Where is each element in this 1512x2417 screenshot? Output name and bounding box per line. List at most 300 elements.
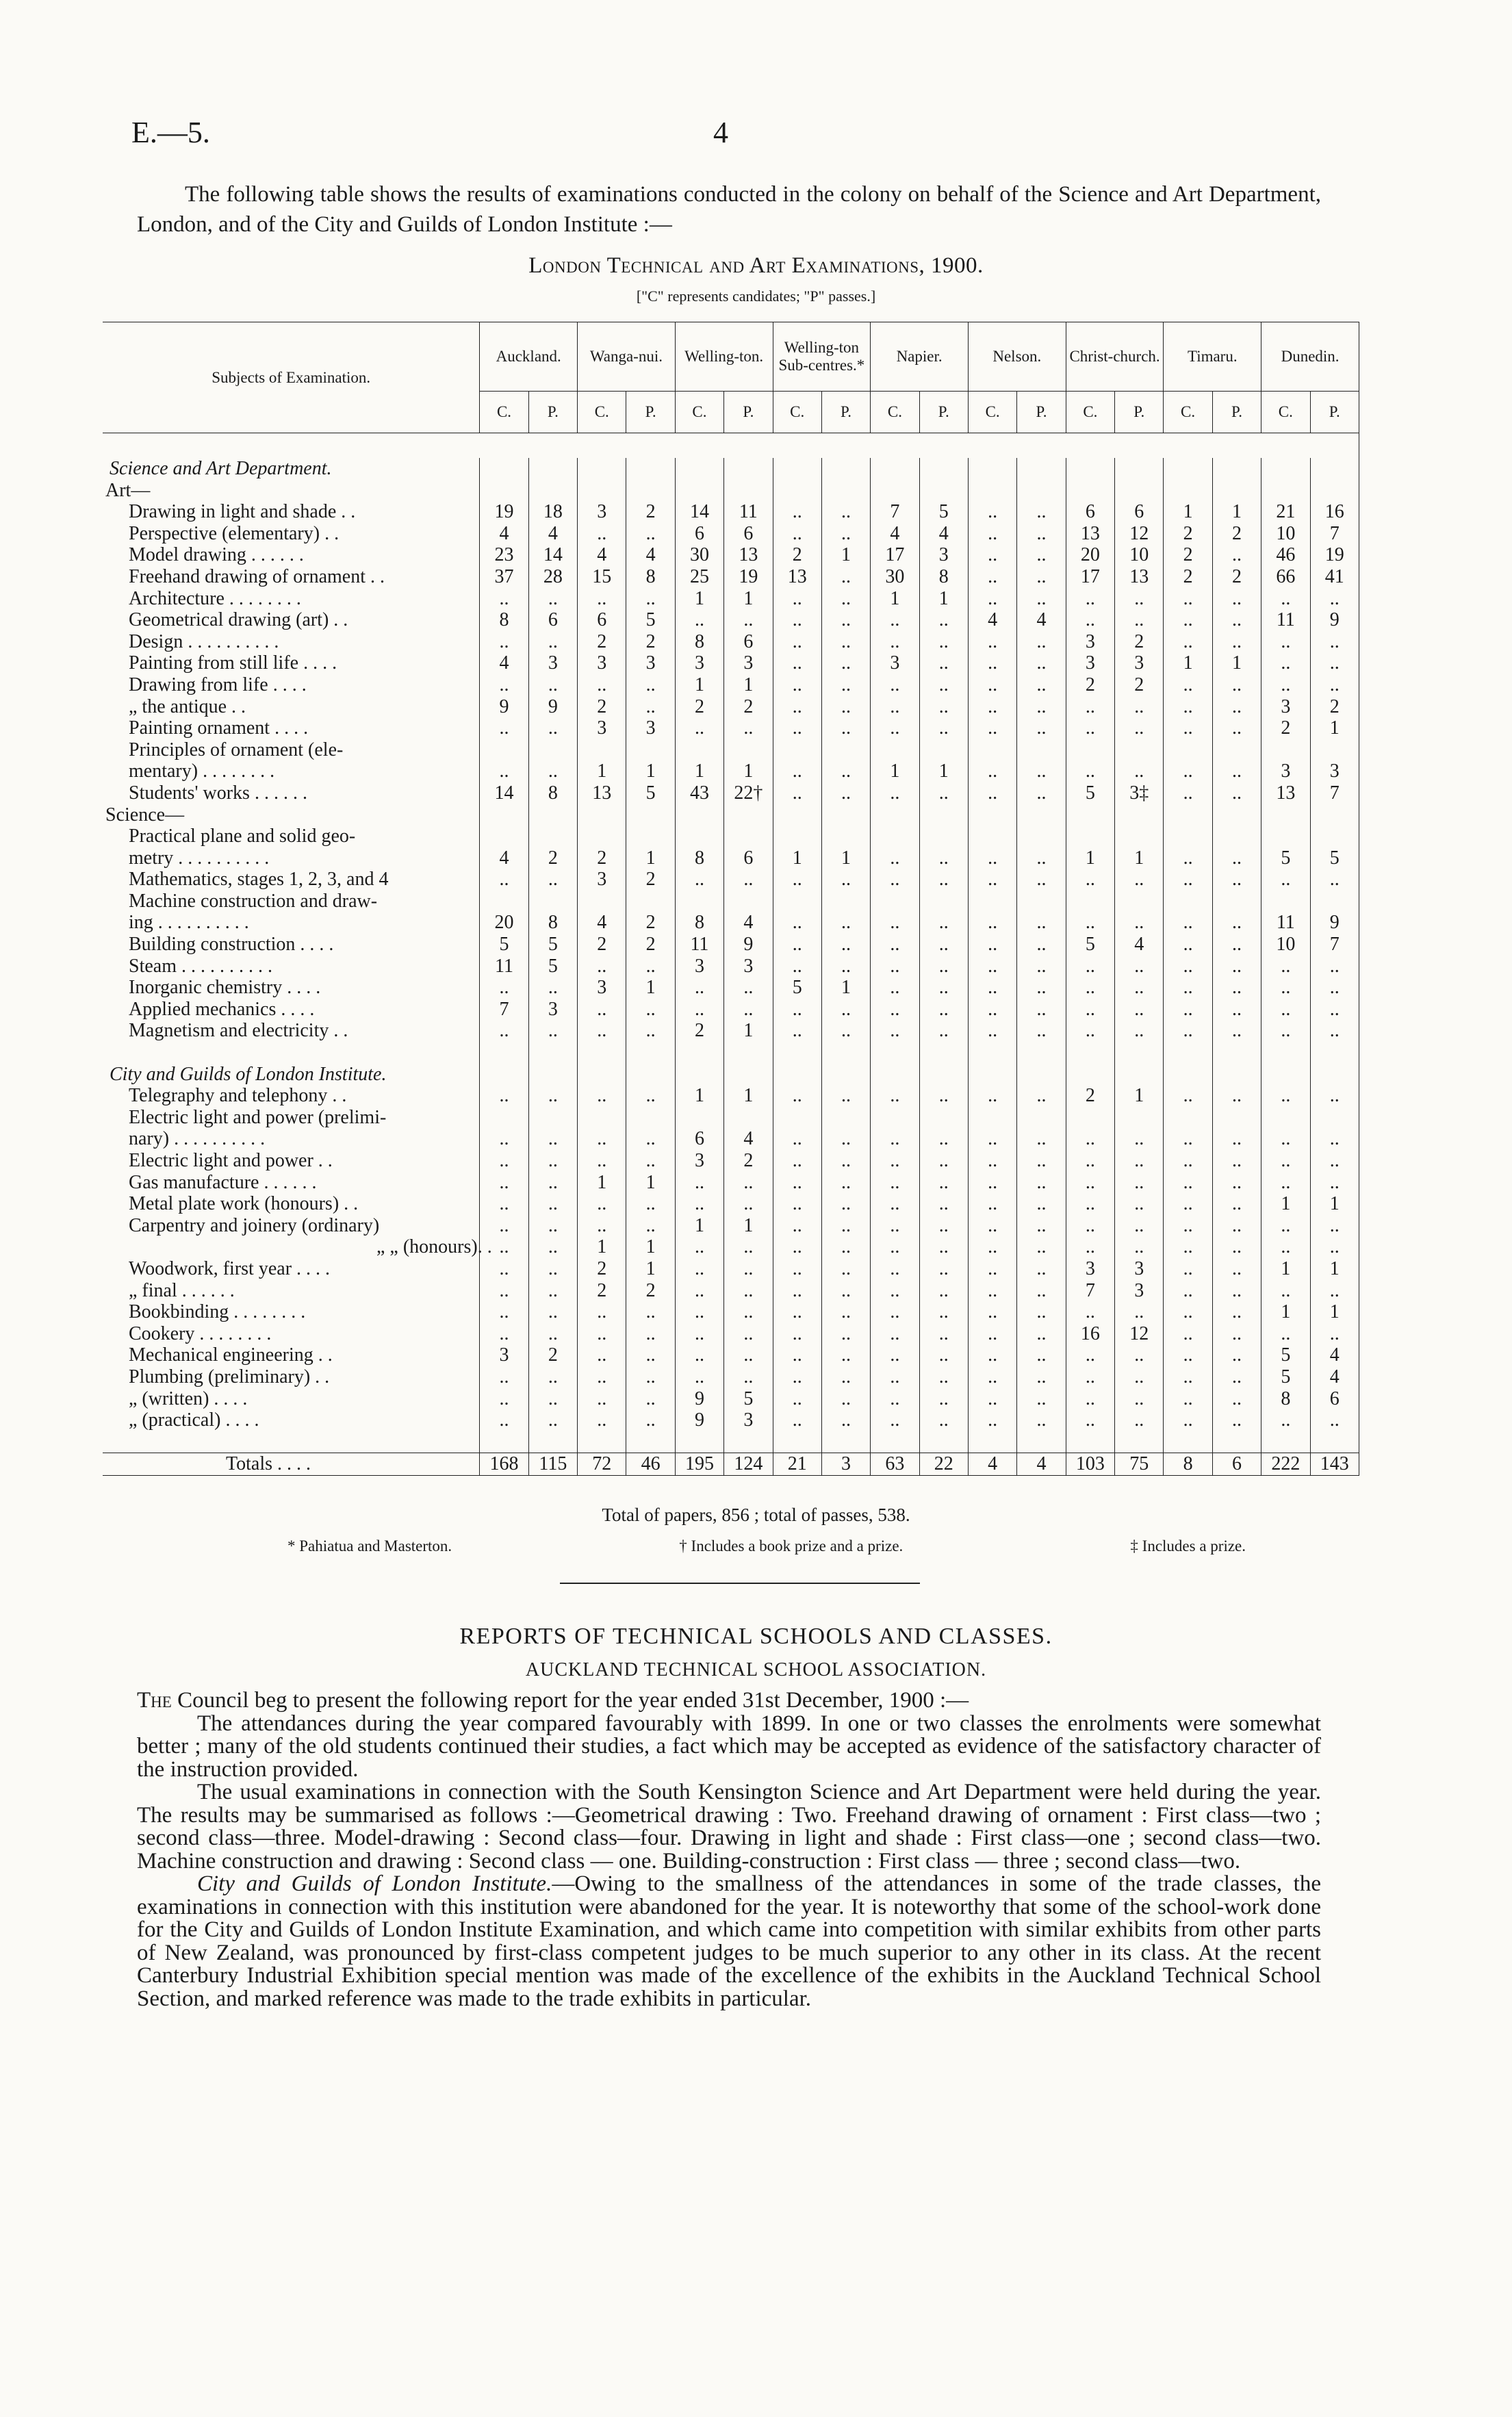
candidates-cell: .. <box>968 523 1016 545</box>
passes-cell: .. <box>1310 631 1359 653</box>
candidates-cell: 13 <box>578 782 626 804</box>
candidates-cell: .. <box>578 1020 626 1042</box>
passes-cell: .. <box>821 1388 870 1410</box>
paragraph-text: —Owing to the smallness of the attendances in some of the trade classes, the examinations in connection with this institution were abandoned for the year. It is noteworthy that some of the school-work done for the City and Guilds of London Institute Examination, and which came into competition with similar exhibits from other parts of New Zealand, was pronounced by first-class competent judges to be much superior to any other in its class. At the recent Canterbury Industrial Exhibition special mention was made of the excellence of the exhibits in the Auckland Technical School Section, and marked reference was made to the trade exhibits in particular. <box>137 1871 1321 2011</box>
candidates-cell: 3 <box>578 652 626 674</box>
candidates-cell: .. <box>480 1128 528 1150</box>
candidates-cell <box>968 1042 1016 1064</box>
candidates-cell: .. <box>578 1215 626 1237</box>
candidates-cell: .. <box>480 869 528 891</box>
passes-cell: .. <box>919 674 968 696</box>
passes-cell: 2 <box>1212 566 1261 588</box>
passes-cell: .. <box>724 999 773 1021</box>
page-reference: E.—5. <box>131 116 210 149</box>
passes-cell: 2 <box>626 501 675 523</box>
passes-cell: 19 <box>1310 544 1359 566</box>
candidates-cell: .. <box>480 1388 528 1410</box>
passes-cell: 2 <box>626 912 675 934</box>
passes-cell: 3 <box>1115 652 1164 674</box>
candidates-cell: .. <box>773 999 821 1021</box>
candidates-cell: .. <box>480 674 528 696</box>
passes-cell: .. <box>1017 869 1066 891</box>
candidates-cell: .. <box>1164 1172 1212 1194</box>
candidates-header: C. <box>871 392 919 433</box>
subject-cell: Design . . . . . . . . . . <box>103 631 480 653</box>
candidates-cell: .. <box>968 782 1016 804</box>
candidates-cell: .. <box>773 782 821 804</box>
candidates-cell <box>871 804 919 826</box>
candidates-cell: .. <box>968 1301 1016 1323</box>
candidates-cell: 103 <box>1066 1453 1114 1476</box>
table-row <box>103 934 1359 956</box>
passes-cell <box>724 458 773 480</box>
subject-cell: Painting from still life . . . . <box>103 652 480 674</box>
candidates-cell: 72 <box>578 1453 626 1476</box>
passes-cell: .. <box>1212 1085 1261 1107</box>
passes-cell: 3 <box>1310 760 1359 782</box>
passes-cell <box>1310 891 1359 912</box>
table-row <box>103 674 1359 696</box>
passes-cell <box>724 1042 773 1064</box>
passes-cell: 2 <box>724 1150 773 1172</box>
centre-header: Christ-church. <box>1066 322 1164 392</box>
candidates-cell: .. <box>1261 1150 1310 1172</box>
passes-cell: .. <box>1017 1150 1066 1172</box>
candidates-cell: .. <box>1164 1280 1212 1302</box>
candidates-header: C. <box>968 392 1016 433</box>
passes-cell: .. <box>626 1085 675 1107</box>
candidates-cell: 21 <box>773 1453 821 1476</box>
candidates-cell: 3 <box>1261 696 1310 718</box>
candidates-cell <box>1164 1431 1212 1453</box>
passes-cell: .. <box>528 1236 577 1258</box>
candidates-cell: .. <box>773 1258 821 1280</box>
subject-cell: Telegraphy and telephony . . <box>103 1085 480 1107</box>
candidates-header: C. <box>578 392 626 433</box>
passes-cell <box>1212 1064 1261 1086</box>
passes-cell: .. <box>626 674 675 696</box>
candidates-cell: .. <box>578 523 626 545</box>
candidates-cell: .. <box>1066 1020 1114 1042</box>
candidates-cell: .. <box>1066 588 1114 610</box>
passes-cell: .. <box>821 1236 870 1258</box>
candidates-cell: .. <box>871 1193 919 1215</box>
candidates-cell: .. <box>1164 1409 1212 1431</box>
candidates-cell: 8 <box>675 912 723 934</box>
candidates-cell: 1 <box>675 674 723 696</box>
candidates-cell: .. <box>773 1020 821 1042</box>
candidates-cell: .. <box>480 1258 528 1280</box>
page-number: 4 <box>713 116 728 149</box>
candidates-cell: .. <box>1164 696 1212 718</box>
report-paragraph-1 <box>137 1689 1321 1713</box>
table-row <box>103 696 1359 718</box>
passes-cell <box>1115 1064 1164 1086</box>
table-row <box>103 1301 1359 1323</box>
candidates-cell: .. <box>773 674 821 696</box>
passes-cell <box>821 480 870 502</box>
candidates-cell: .. <box>1261 1172 1310 1194</box>
candidates-cell: 10 <box>1261 523 1310 545</box>
candidates-cell: .. <box>1066 912 1114 934</box>
candidates-cell: 4 <box>480 652 528 674</box>
candidates-cell: .. <box>1164 1150 1212 1172</box>
candidates-cell <box>1164 1042 1212 1064</box>
table-note: ["C" represents candidates; "P" passes.] <box>636 287 876 305</box>
candidates-cell: .. <box>1164 934 1212 956</box>
candidates-cell <box>480 1064 528 1086</box>
passes-cell: .. <box>1310 1172 1359 1194</box>
candidates-cell: 1 <box>1066 847 1114 869</box>
passes-cell <box>1017 739 1066 761</box>
subject-cell: Science— <box>103 804 480 826</box>
passes-cell: .. <box>919 1344 968 1366</box>
candidates-cell <box>871 891 919 912</box>
candidates-cell: 11 <box>675 934 723 956</box>
subject-cell: Drawing in light and shade . . <box>103 501 480 523</box>
candidates-cell: 3 <box>675 1150 723 1172</box>
candidates-cell: 8 <box>1164 1453 1212 1476</box>
candidates-cell: .. <box>1164 956 1212 977</box>
passes-cell: .. <box>1310 977 1359 999</box>
passes-cell <box>821 1431 870 1453</box>
candidates-cell: .. <box>1164 1301 1212 1323</box>
candidates-cell: .. <box>968 652 1016 674</box>
passes-cell: .. <box>1310 1150 1359 1172</box>
candidates-cell: .. <box>968 588 1016 610</box>
passes-cell: .. <box>528 760 577 782</box>
passes-cell: .. <box>1115 1172 1164 1194</box>
candidates-cell: 13 <box>1066 523 1114 545</box>
candidates-cell <box>1261 1107 1310 1129</box>
candidates-header: C. <box>1164 392 1212 433</box>
candidates-cell <box>1164 826 1212 847</box>
passes-cell: .. <box>919 977 968 999</box>
candidates-cell <box>773 891 821 912</box>
candidates-cell <box>675 891 723 912</box>
passes-cell: .. <box>821 956 870 977</box>
candidates-cell: .. <box>773 1344 821 1366</box>
candidates-cell: 10 <box>1261 934 1310 956</box>
passes-cell: 1 <box>626 977 675 999</box>
passes-cell: .. <box>821 696 870 718</box>
passes-cell <box>821 458 870 480</box>
candidates-cell: .. <box>1066 869 1114 891</box>
footnotes <box>287 1537 1246 1555</box>
passes-cell: .. <box>724 1236 773 1258</box>
passes-cell: .. <box>626 1344 675 1366</box>
passes-cell: .. <box>919 956 968 977</box>
candidates-cell: .. <box>871 1323 919 1345</box>
candidates-cell: 195 <box>675 1453 723 1476</box>
passes-cell: .. <box>724 1258 773 1280</box>
passes-cell: 2 <box>626 934 675 956</box>
passes-cell: .. <box>1017 696 1066 718</box>
candidates-cell <box>480 1431 528 1453</box>
candidates-cell: .. <box>675 869 723 891</box>
passes-cell: 5 <box>919 501 968 523</box>
candidates-cell: .. <box>968 1409 1016 1431</box>
subject-cell: Magnetism and electricity . . <box>103 1020 480 1042</box>
passes-cell: 5 <box>528 956 577 977</box>
passes-cell: .. <box>1212 977 1261 999</box>
subjects-header: Subjects of Examination. <box>103 322 480 433</box>
passes-cell: 2 <box>626 869 675 891</box>
candidates-cell: .. <box>1164 760 1212 782</box>
passes-cell <box>1017 826 1066 847</box>
candidates-cell: 6 <box>675 1128 723 1150</box>
passes-cell: .. <box>1017 1388 1066 1410</box>
passes-cell <box>821 1107 870 1129</box>
candidates-cell <box>1066 1042 1114 1064</box>
passes-cell: .. <box>528 1409 577 1431</box>
passes-cell <box>919 458 968 480</box>
candidates-cell: .. <box>480 1150 528 1172</box>
passes-cell: .. <box>821 1020 870 1042</box>
passes-cell <box>528 480 577 502</box>
candidates-cell: .. <box>675 1193 723 1215</box>
passes-cell: .. <box>626 1366 675 1388</box>
passes-cell: .. <box>919 912 968 934</box>
candidates-cell: .. <box>1066 956 1114 977</box>
candidates-cell: .. <box>773 588 821 610</box>
passes-cell: .. <box>1310 674 1359 696</box>
table-row <box>103 912 1359 934</box>
candidates-cell <box>1066 480 1114 502</box>
candidates-cell: .. <box>578 1323 626 1345</box>
passes-cell: .. <box>1115 977 1164 999</box>
passes-cell: .. <box>1310 999 1359 1021</box>
subject-cell: Woodwork, first year . . . . <box>103 1258 480 1280</box>
passes-cell <box>1310 458 1359 480</box>
candidates-cell <box>773 1042 821 1064</box>
candidates-cell: 14 <box>480 782 528 804</box>
passes-cell: 1 <box>1310 1193 1359 1215</box>
subject-cell: Applied mechanics . . . . <box>103 999 480 1021</box>
candidates-cell: .. <box>675 1172 723 1194</box>
candidates-cell: 2 <box>1164 544 1212 566</box>
subject-cell: Freehand drawing of ornament . . <box>103 566 480 588</box>
candidates-cell: .. <box>871 696 919 718</box>
subject-cell: ing . . . . . . . . . . <box>103 912 480 934</box>
candidates-cell: .. <box>480 1280 528 1302</box>
candidates-cell <box>675 1042 723 1064</box>
passes-cell: .. <box>528 1172 577 1194</box>
candidates-cell: .. <box>773 1323 821 1345</box>
candidates-cell: 4 <box>968 1453 1016 1476</box>
candidates-cell: .. <box>675 999 723 1021</box>
passes-cell <box>1212 804 1261 826</box>
candidates-cell: .. <box>675 977 723 999</box>
passes-cell: .. <box>528 1193 577 1215</box>
passes-cell: .. <box>1212 1128 1261 1150</box>
candidates-cell: .. <box>1261 956 1310 977</box>
candidates-cell: .. <box>675 1258 723 1280</box>
passes-cell: .. <box>821 588 870 610</box>
passes-cell <box>626 1107 675 1129</box>
candidates-cell: .. <box>675 609 723 631</box>
candidates-cell: .. <box>871 1215 919 1237</box>
candidates-cell: .. <box>968 934 1016 956</box>
passes-cell: 1 <box>626 1172 675 1194</box>
passes-cell <box>1017 1042 1066 1064</box>
table-row <box>103 523 1359 545</box>
paragraph-text: Council beg to present the following report for the year ended 31st December, 1900 :— <box>177 1688 969 1713</box>
candidates-cell: .. <box>968 1366 1016 1388</box>
passes-cell: .. <box>1017 999 1066 1021</box>
candidates-cell: 2 <box>675 1020 723 1042</box>
table-row <box>103 826 1359 847</box>
passes-cell: 1 <box>724 1020 773 1042</box>
passes-cell: 3 <box>1115 1280 1164 1302</box>
candidates-cell: .. <box>968 717 1016 739</box>
candidates-cell: .. <box>871 1258 919 1280</box>
subject-cell: „ the antique . . <box>103 696 480 718</box>
subject-cell: Perspective (elementary) . . <box>103 523 480 545</box>
candidates-cell: 168 <box>480 1453 528 1476</box>
passes-cell: .. <box>919 1150 968 1172</box>
candidates-cell <box>578 1064 626 1086</box>
passes-cell: .. <box>1017 631 1066 653</box>
candidates-cell <box>578 480 626 502</box>
candidates-cell: 2 <box>578 847 626 869</box>
candidates-cell: .. <box>773 1301 821 1323</box>
passes-cell: 3 <box>724 652 773 674</box>
candidates-cell: .. <box>773 609 821 631</box>
passes-cell: .. <box>1212 934 1261 956</box>
passes-cell: 7 <box>1310 782 1359 804</box>
candidates-cell <box>675 826 723 847</box>
candidates-cell: .. <box>1261 1409 1310 1431</box>
passes-cell: .. <box>821 1150 870 1172</box>
passes-cell: .. <box>1310 956 1359 977</box>
passes-cell: 1 <box>1310 717 1359 739</box>
subject-cell: Painting ornament . . . . <box>103 717 480 739</box>
candidates-cell: .. <box>480 1172 528 1194</box>
subject-cell <box>103 1431 480 1453</box>
passes-cell: .. <box>528 1150 577 1172</box>
candidates-cell: .. <box>1261 1020 1310 1042</box>
passes-cell: .. <box>821 1409 870 1431</box>
passes-cell <box>1212 1107 1261 1129</box>
passes-cell: 4 <box>1310 1344 1359 1366</box>
passes-cell: .. <box>821 501 870 523</box>
candidates-cell: .. <box>480 977 528 999</box>
candidates-cell: .. <box>1066 1409 1114 1431</box>
candidates-cell <box>1164 1107 1212 1129</box>
passes-cell: 3 <box>626 717 675 739</box>
candidates-cell: 3 <box>578 717 626 739</box>
candidates-cell <box>480 1107 528 1129</box>
candidates-cell: 37 <box>480 566 528 588</box>
table-row <box>103 501 1359 523</box>
candidates-cell: 3 <box>578 869 626 891</box>
passes-cell: .. <box>1212 912 1261 934</box>
passes-cell <box>626 458 675 480</box>
passes-cell: .. <box>626 523 675 545</box>
centre-header: Timaru. <box>1164 322 1261 392</box>
candidates-cell: .. <box>773 1172 821 1194</box>
candidates-cell: 4 <box>480 847 528 869</box>
passes-cell: .. <box>1310 1215 1359 1237</box>
footnote-double-dagger: ‡ Includes a prize. <box>1130 1537 1246 1555</box>
candidates-cell: 3 <box>1066 652 1114 674</box>
passes-cell: .. <box>626 1193 675 1215</box>
candidates-cell: .. <box>773 956 821 977</box>
passes-cell: .. <box>724 977 773 999</box>
passes-cell: .. <box>1212 999 1261 1021</box>
candidates-cell: .. <box>773 717 821 739</box>
passes-cell: .. <box>1115 956 1164 977</box>
candidates-cell: .. <box>773 1128 821 1150</box>
candidates-cell <box>578 826 626 847</box>
passes-cell: 1 <box>1115 1085 1164 1107</box>
candidates-cell: .. <box>968 674 1016 696</box>
passes-cell: .. <box>1212 1172 1261 1194</box>
candidates-cell: .. <box>1164 782 1212 804</box>
passes-cell: 3 <box>1115 1258 1164 1280</box>
passes-cell <box>626 739 675 761</box>
totals-row <box>103 1453 1359 1476</box>
candidates-cell: .. <box>1261 977 1310 999</box>
candidates-cell: .. <box>1261 999 1310 1021</box>
candidates-cell <box>578 1107 626 1129</box>
table-title: London Technical and Art Examinations, 1900. <box>528 253 984 278</box>
passes-cell: 1 <box>724 760 773 782</box>
passes-cell <box>528 891 577 912</box>
passes-cell: .. <box>821 760 870 782</box>
passes-cell: 4 <box>919 523 968 545</box>
candidates-cell <box>773 480 821 502</box>
passes-cell: .. <box>528 1215 577 1237</box>
candidates-cell: .. <box>1164 1193 1212 1215</box>
passes-cell <box>919 1107 968 1129</box>
candidates-cell: 2 <box>1261 717 1310 739</box>
passes-cell <box>821 1042 870 1064</box>
passes-cell <box>1310 826 1359 847</box>
candidates-cell: .. <box>773 912 821 934</box>
candidates-cell: 1 <box>578 760 626 782</box>
passes-cell: .. <box>724 1301 773 1323</box>
candidates-cell: .. <box>578 1344 626 1366</box>
passes-cell: .. <box>1017 847 1066 869</box>
centre-header: Napier. <box>871 322 969 392</box>
passes-cell: 5 <box>528 934 577 956</box>
passes-cell: 6 <box>724 847 773 869</box>
passes-cell: .. <box>1310 588 1359 610</box>
candidates-cell: .. <box>871 1020 919 1042</box>
passes-cell: .. <box>626 1323 675 1345</box>
centre-header: Wanga-nui. <box>578 322 676 392</box>
table-row <box>103 544 1359 566</box>
passes-cell <box>1017 1431 1066 1453</box>
passes-cell: .. <box>1017 1236 1066 1258</box>
passes-cell: 1 <box>821 847 870 869</box>
passes-cell: .. <box>1212 1215 1261 1237</box>
candidates-cell: 3 <box>871 652 919 674</box>
passes-cell: .. <box>1017 760 1066 782</box>
passes-cell: .. <box>919 782 968 804</box>
passes-cell: .. <box>821 1366 870 1388</box>
table-row <box>103 804 1359 826</box>
passes-cell: .. <box>919 1193 968 1215</box>
passes-cell: .. <box>919 1215 968 1237</box>
candidates-cell <box>1261 804 1310 826</box>
candidates-cell: .. <box>968 760 1016 782</box>
candidates-cell: .. <box>480 1020 528 1042</box>
candidates-header: C. <box>675 392 723 433</box>
passes-cell: .. <box>1017 1258 1066 1280</box>
